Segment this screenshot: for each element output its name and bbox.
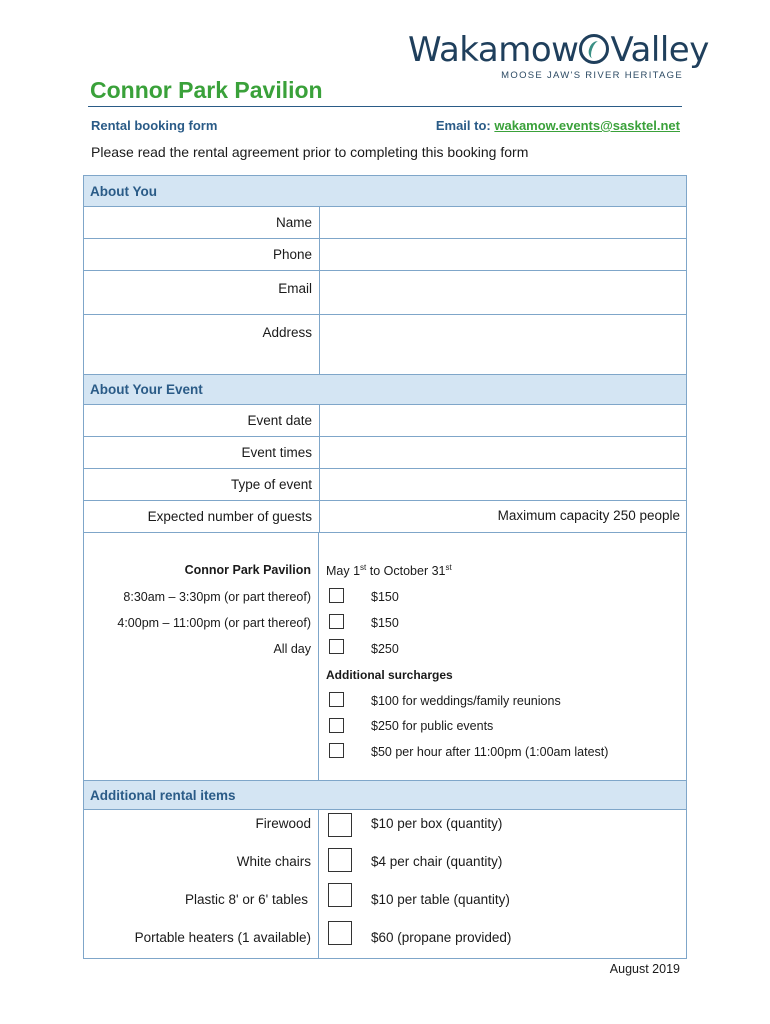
wakamow-valley-logo xyxy=(408,30,709,74)
option-price: $150 xyxy=(371,616,399,630)
rental-label: Firewood xyxy=(255,816,311,831)
field-label: Phone xyxy=(272,247,312,262)
footer-date: August 2019 xyxy=(609,962,680,976)
surcharge-item: $100 for weddings/family reunions xyxy=(371,694,561,708)
logo-wordmark-right: Valley xyxy=(610,30,709,70)
surcharge-item: $250 for public events xyxy=(371,719,494,733)
logo-tagline: MOOSE JAW'S RIVER HERITAGE xyxy=(501,70,683,81)
phone-input[interactable] xyxy=(319,239,686,270)
section-heading: About Your Event xyxy=(90,382,203,397)
rental-price: $10 per table (quantity) xyxy=(371,892,510,907)
option-evening-checkbox[interactable] xyxy=(329,614,344,629)
heaters-quantity-box[interactable] xyxy=(328,921,352,945)
surcharge-item: $50 per hour after 11:00pm (1:00am latest) xyxy=(371,745,609,759)
email-link[interactable]: wakamow.events@sasktel.net xyxy=(494,118,680,133)
surcharge-wedding-checkbox[interactable] xyxy=(329,692,344,707)
option-label: 4:00pm – 11:00pm (or part thereof) xyxy=(117,616,311,630)
intro-text: Please read the rental agreement prior to completing this booking form xyxy=(91,144,529,160)
rental-label: Plastic 8' or 6' tables xyxy=(185,892,308,907)
section-rental-items xyxy=(84,780,686,810)
event-date-input[interactable] xyxy=(319,405,686,436)
field-label: Type of event xyxy=(230,477,312,492)
rental-price: $4 per chair (quantity) xyxy=(371,854,503,869)
address-input[interactable] xyxy=(319,315,686,374)
field-label: Email xyxy=(278,281,312,296)
email-prefix: Email to: xyxy=(435,118,491,133)
season-start: May 1 xyxy=(326,564,361,579)
field-row-guests xyxy=(84,501,686,533)
firewood-quantity-box[interactable] xyxy=(328,813,352,837)
pricing-divider xyxy=(318,533,319,781)
field-row-event-type xyxy=(84,469,686,501)
name-input[interactable] xyxy=(319,207,686,238)
option-label: All day xyxy=(273,642,311,656)
season-start-suffix: st xyxy=(360,563,367,572)
form-subtitle: Rental booking form xyxy=(91,118,218,133)
field-row-email xyxy=(84,271,686,315)
option-price: $150 xyxy=(371,590,399,604)
surcharge-public-checkbox[interactable] xyxy=(329,718,344,733)
field-row-name xyxy=(84,207,686,239)
chairs-quantity-box[interactable] xyxy=(328,848,352,872)
option-label: 8:30am – 3:30pm (or part thereof) xyxy=(123,590,311,604)
event-type-input[interactable] xyxy=(319,469,686,500)
page-title: Connor Park Pavilion xyxy=(90,77,323,103)
guests-input[interactable] xyxy=(319,501,686,532)
rental-divider xyxy=(318,810,319,958)
rental-label: White chairs xyxy=(236,854,311,869)
surcharge-latehour-checkbox[interactable] xyxy=(329,743,344,758)
option-morning-checkbox[interactable] xyxy=(329,588,344,603)
capacity-note: Maximum capacity 250 people xyxy=(497,508,680,523)
section-about-you xyxy=(84,175,686,207)
logo-wordmark-left: Wakamow xyxy=(408,30,579,70)
field-label: Name xyxy=(275,215,312,230)
header-divider xyxy=(88,106,682,107)
field-label: Event times xyxy=(241,445,312,460)
season-end: to October 31 xyxy=(366,564,446,579)
tables-quantity-box[interactable] xyxy=(328,883,352,907)
section-heading: Additional rental items xyxy=(90,787,236,803)
season-dates xyxy=(326,563,452,578)
rental-price: $60 (propane provided) xyxy=(371,930,512,945)
option-allday-checkbox[interactable] xyxy=(329,639,344,654)
section-heading: About You xyxy=(90,183,157,199)
rental-price: $10 per box (quantity) xyxy=(371,816,503,831)
section-about-event xyxy=(84,374,686,405)
option-price: $250 xyxy=(371,642,399,656)
rental-label: Portable heaters (1 available) xyxy=(134,930,311,945)
season-end-suffix: st xyxy=(445,563,452,572)
field-row-phone xyxy=(84,239,686,271)
event-times-input[interactable] xyxy=(319,437,686,468)
email-line xyxy=(436,118,680,133)
field-label: Expected number of guests xyxy=(147,509,312,524)
field-label: Event date xyxy=(247,413,312,428)
field-row-event-times xyxy=(84,437,686,469)
field-row-address xyxy=(84,315,686,374)
field-label: Address xyxy=(262,325,312,340)
field-row-event-date xyxy=(84,405,686,437)
email-input[interactable] xyxy=(319,271,686,314)
surcharges-heading: Additional surcharges xyxy=(326,668,453,682)
pavilion-label: Connor Park Pavilion xyxy=(184,563,311,577)
logo-leaf-icon xyxy=(579,34,609,64)
